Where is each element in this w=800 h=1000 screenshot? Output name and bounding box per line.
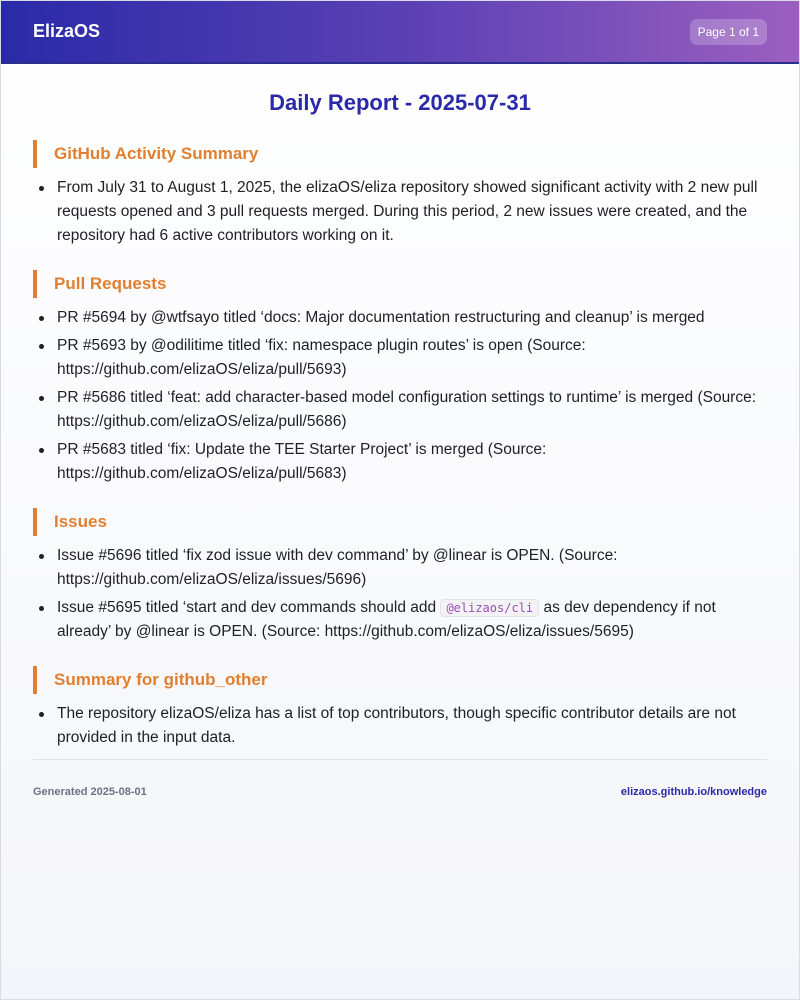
list-item: PR #5694 by @wtfsayo titled ‘docs: Major documentation restructuring and cleanup’ is merged [57, 306, 767, 330]
top-header [1, 1, 799, 64]
section-heading: Issues [33, 508, 767, 536]
bullet-list [33, 544, 767, 644]
section-heading: Pull Requests [33, 270, 767, 298]
knowledge-link[interactable]: elizaos.github.io/knowledge [620, 786, 767, 798]
report-title: Daily Report - 2025-07-31 [269, 90, 531, 115]
list-item: From July 31 to August 1, 2025, the elizaOS/eliza repository showed significant activity with 2 new pull requests opened and 3 pull requests merged. During this period, 2 new issues were created, and the repository had 6 active contributors working on it. [57, 176, 767, 248]
page-footer [33, 759, 767, 798]
brand-logo-text: ElizaOS [33, 21, 101, 41]
section-pull-requests [33, 270, 767, 486]
list-item: PR #5683 titled ‘fix: Update the TEE Starter Project’ is merged (Source: https://github.com/elizaOS/eliza/pull/5683) [57, 438, 767, 486]
list-item: PR #5686 titled ‘feat: add character-based model configuration settings to runtime’ is merged (Source: https://github.com/elizaOS/eliza/pull/5686) [57, 386, 767, 434]
section-heading: GitHub Activity Summary [33, 140, 767, 168]
page-indicator-badge: Page 1 of 1 [690, 19, 767, 45]
section-heading: Summary for github_other [33, 666, 767, 694]
list-item-text: Issue #5695 titled ‘start and dev commands should add [57, 599, 441, 616]
list-item: The repository elizaOS/eliza has a list of top contributors, though specific contributor details are not provided in the input data. [57, 702, 767, 750]
bullet-list [33, 306, 767, 486]
bullet-list [33, 702, 767, 750]
section-github-activity-summary [33, 140, 767, 248]
inline-code: @elizaos/cli [440, 599, 539, 617]
section-github-other [33, 666, 767, 750]
generated-date: Generated 2025-08-01 [33, 786, 147, 798]
bullet-list [33, 176, 767, 248]
list-item: PR #5693 by @odilitime titled ‘fix: namespace plugin routes’ is open (Source: https://github.com/elizaOS/eliza/pull/5693) [57, 334, 767, 382]
report-content [1, 64, 799, 798]
list-item [57, 596, 767, 644]
section-issues [33, 508, 767, 644]
list-item: Issue #5696 titled ‘fix zod issue with dev command’ by @linear is OPEN. (Source: https://github.com/elizaOS/eliza/issues/5696) [57, 544, 767, 592]
list-item-text: as dev dependency if not already’ by @linear is OPEN. (Source: https://github.com/elizaOS/eliza/issues/5695) [57, 599, 716, 640]
